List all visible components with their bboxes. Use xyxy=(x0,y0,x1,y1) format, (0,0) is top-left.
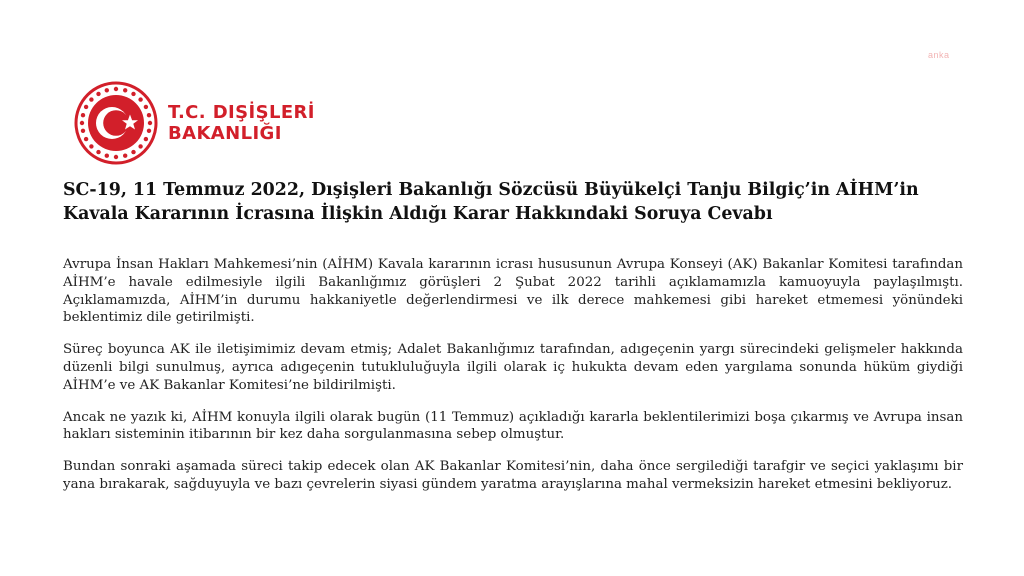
paragraph-1: Avrupa İnsan Hakları Mahkemesi’nin (AİHM) Kavala kararının icrası hususunun Avrupa Konseyi (AK) Bakanlar Komitesi tarafından AİHM’e havale edilmesiyle ilgili Bakanlığımız görüşleri 2 Şubat 2022 tarihli açıklamamızla kamuoyuyla paylaşılmıştı. Açıklamamızda, AİHM’in durumu hakkaniyetle değerlendirmesi ve ilk derece mahkemesi gibi hareket etmemesi yönündeki beklentimiz dile getirilmişti. xyxy=(63,257,963,326)
ministry-name-line2: BAKANLIĞI xyxy=(168,123,282,144)
paragraph-2: Süreç boyunca AK ile iletişimimiz devam etmiş; Adalet Bakanlığımız tarafından, adıgeçenin yargı sürecindeki gelişmeler hakkında düzenli bilgi sunulmuş, ayrıca adıgeçenin tutukluluğuyla ilgili olarak iç hukukta devam eden yargılama sonunda hüküm giydiği AİHM’e ve AK Bakanlar Komitesi’ne bildirilmişti. xyxy=(63,342,963,393)
ministry-name xyxy=(168,102,315,144)
turkish-crescent-star-seal-icon xyxy=(68,80,164,166)
watermark-logo: anka xyxy=(928,50,950,60)
ministry-name-line1: T.C. DIŞİŞLERİ xyxy=(168,102,315,123)
paragraph-4: Bundan sonraki aşamada süreci takip edecek olan AK Bakanlar Komitesi’nin, daha önce sergilediği tarafgir ve seçici yaklaşımı bir yana bırakarak, sağduyuyla ve bazı çevrelerin siyasi gündem yaratma arayışlarına mahal vermeksizin hareket etmesini bekliyoruz. xyxy=(63,459,963,492)
document-body xyxy=(63,256,963,508)
paragraph-3: Ancak ne yazık ki, AİHM konuyla ilgili olarak bugün (11 Temmuz) açıkladığı kararla beklentilerimizi boşa çıkarmış ve Avrupa insan hakları sisteminin itibarının bir kez daha sorgulanmasına sebep olmuştur. xyxy=(63,409,963,443)
document-title: SC-19, 11 Temmuz 2022, Dışişleri Bakanlığı Sözcüsü Büyükelçi Tanju Bilgiç’in AİHM’in Kavala Kararının İcrasına İlişkin Aldığı Karar Hakkındaki Soruya Cevabı xyxy=(63,180,919,224)
ministry-logo xyxy=(68,80,315,166)
